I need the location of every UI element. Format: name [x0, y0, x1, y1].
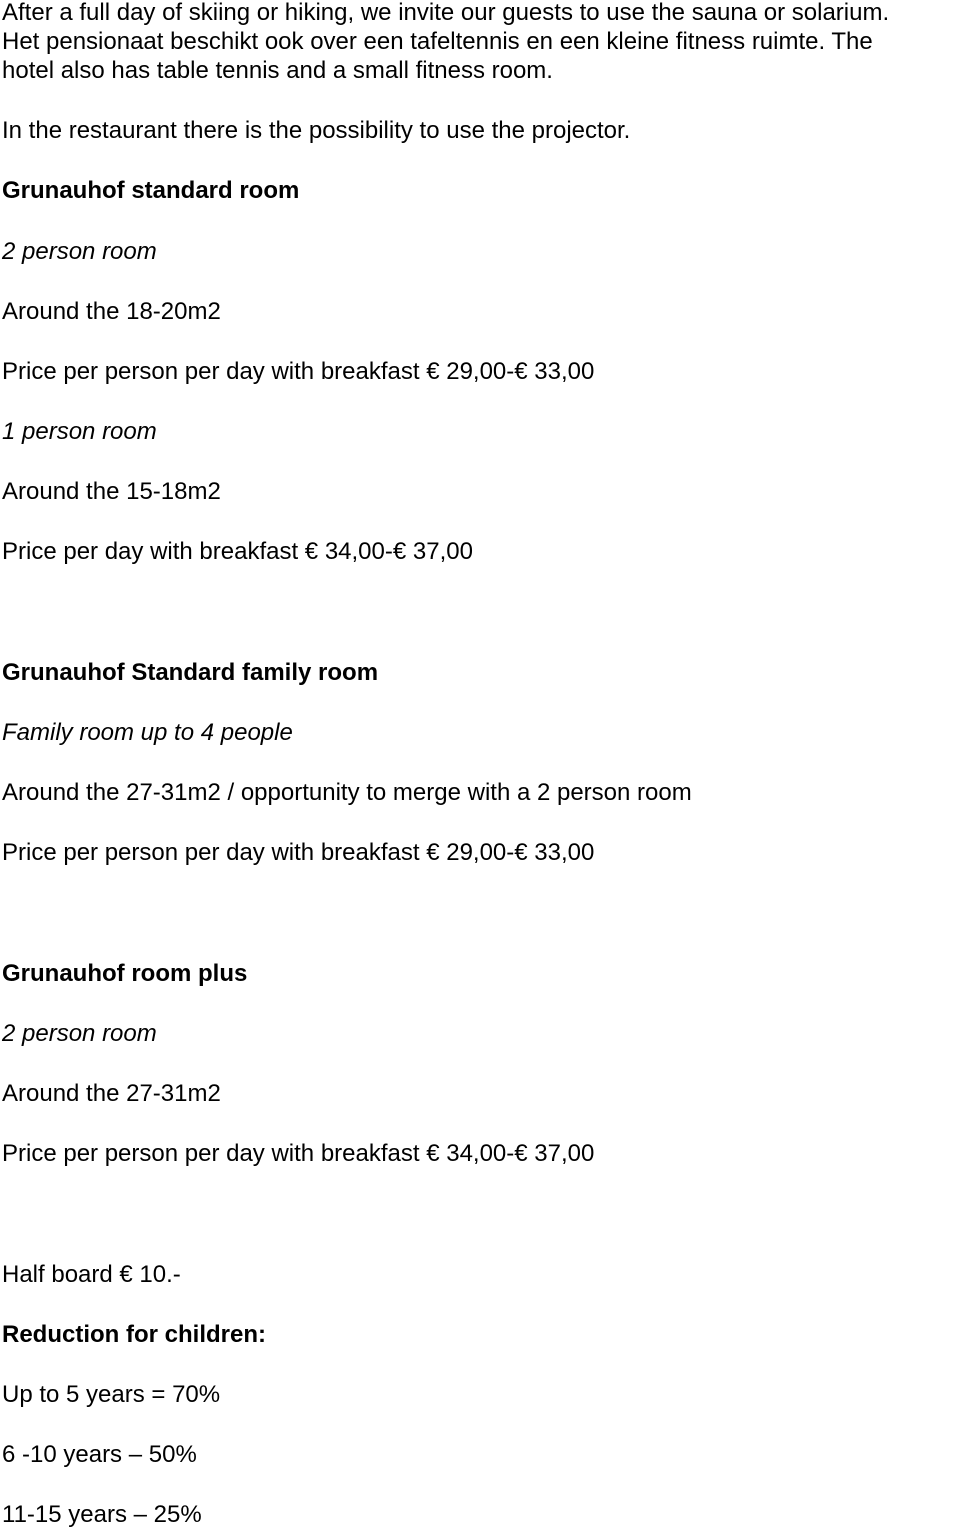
intro-line-4: In the restaurant there is the possibility to use the projector.: [2, 117, 631, 144]
children-reduction-item: 6 -10 years – 50%: [2, 1441, 197, 1468]
children-reduction-item: 11-15 years – 25%: [2, 1501, 202, 1528]
half-board: Half board € 10.-: [2, 1261, 181, 1288]
intro-line-3: hotel also has table tennis and a small fitness room.: [2, 57, 553, 84]
room-plus-size: Around the 27-31m2: [2, 1080, 221, 1107]
standard-single-label: 1 person room: [2, 418, 157, 445]
family-room-title: Grunauhof Standard family room: [2, 659, 379, 686]
standard-double-label: 2 person room: [2, 238, 157, 265]
children-reduction-title: Reduction for children:: [2, 1321, 266, 1348]
room-plus-price: Price per person per day with breakfast € 34,00-€ 37,00: [2, 1140, 595, 1167]
standard-double-price: Price per person per day with breakfast € 29,00-€ 33,00: [2, 358, 595, 385]
children-reduction-item: Up to 5 years = 70%: [2, 1381, 221, 1408]
room-plus-title: Grunauhof room plus: [2, 960, 248, 987]
standard-single-size: Around the 15-18m2: [2, 478, 221, 505]
standard-room-title: Grunauhof standard room: [2, 177, 300, 204]
intro-line-1: After a full day of skiing or hiking, we invite our guests to use the sauna or solarium.: [2, 0, 890, 26]
intro-line-2: Het pensionaat beschikt ook over een tafeltennis en een kleine fitness ruimte. The: [2, 28, 873, 55]
family-room-price: Price per person per day with breakfast € 29,00-€ 33,00: [2, 839, 595, 866]
standard-double-size: Around the 18-20m2: [2, 298, 221, 325]
family-room-label: Family room up to 4 people: [2, 719, 293, 746]
standard-single-price: Price per day with breakfast € 34,00-€ 37,00: [2, 538, 473, 565]
family-room-size: Around the 27-31m2 / opportunity to merge with a 2 person room: [2, 779, 692, 806]
room-plus-label: 2 person room: [2, 1020, 157, 1047]
